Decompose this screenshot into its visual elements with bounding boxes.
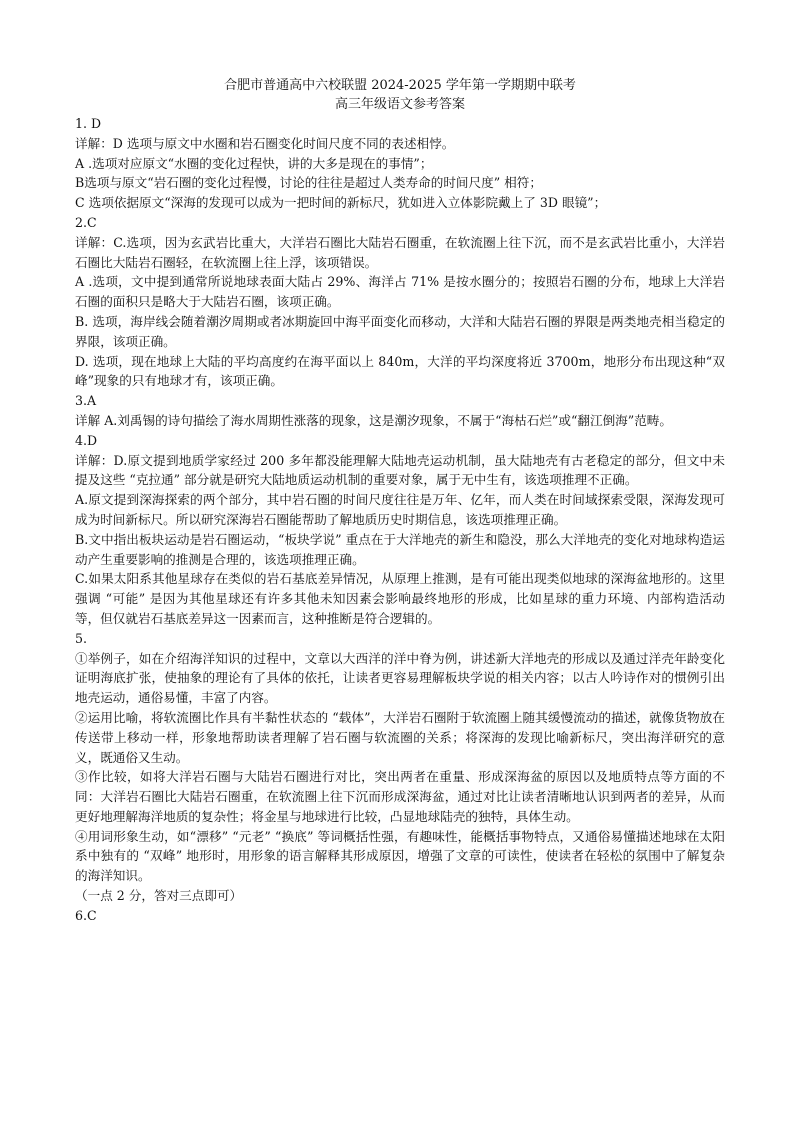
q1-label: 1. D [75,116,102,131]
q5-point-1: ①举例子，如在介绍海洋知识的过程中，文章以大西洋的洋中脊为例，讲述新大洋地壳的形成以及通过洋壳年龄变化证明海底扩张，使抽象的理论有了具体的依托，让读者更容易理解板块学说的相关内容；以古人吟诗作对的惯例引出地壳运动，通俗易懂，丰富了内容。 [75,650,725,706]
q1-option-c: C 选项依据原文“深海的发现可以成为一把时间的新标尺，犹如进入立体影院戴上了 3D 眼镜”； [75,195,607,211]
document-title: 合肥市普通高中六校联盟 2024-2025 学年第一学期期中联考 [224,78,576,93]
q1-option-a: A .选项对应原文“水圈的变化过程快，讲的大多是现在的事情”； [75,155,433,171]
q2-label: 2.C [75,214,97,230]
q3-label: 3.A [75,393,97,409]
q1-analysis: 详解：D 选项与原文中水圈和岩石圈变化时间尺度不同的表述相悖。 [75,135,455,151]
q5-point-3: ③作比较，如将大洋岩石圈与大陆岩石圈进行对比，突出两者在重量、形成深海盆的原因以及地质特点等方面的不同：大洋岩石圈比大陆岩石圈重，在软流圈上往下沉而形成深海盆，通过对比让读者清晰地认识到两者的差异，从而更好地理解海洋地质的复杂性；将金星与地球进行比较，凸显地球陆壳的独特，具体生动。 [75,769,725,824]
q4-label: 4.D [75,432,98,448]
q1-option-b: B选项与原文“岩石圈的变化过程慢，讨论的往往是超过人类寿命的时间尺度” 相符； [75,175,542,191]
q4-option-c: C.如果太阳系其他星球存在类似的岩石基底差异情况，从原理上推测，是有可能出现类似地球的深海盆地形的。这里强调 “可能” 是因为其他星球还有许多其他未知因素会影响最终地形的形成，比如星球的重力环境、内部构造活动等，但仅就岩石基底差异这一因素而言，这种推断是符合逻辑的。 [75,571,725,626]
document-subtitle: 高三年级语文参考答案 [334,97,465,112]
q2-option-d: D. 选项，现在地球上大陆的平均高度约在海平面以上 840m，大洋的平均深度将近 3700m，地形分布出现这种“双峰”现象的只有地球才有，该项正确。 [75,353,725,389]
q4-analysis: 详解：D.原文提到地质学家经过 200 多年都没能理解大陆地壳运动机制，虽大陆地壳有古老稳定的部分，但文中未提及这些 “克拉通” 部分就是研究大陆地质运动机制的重要对象，属于无中生有，该选项推理不正确。 [75,452,725,488]
answer-document [75,76,725,926]
q2-option-b: B. 选项，海岸线会随着潮汐周期或者冰期旋回中海平面变化而移动，大洋和大陆岩石圈的界限是两类地壳相当稳定的界限，该项正确。 [75,313,725,349]
q5-point-2: ②运用比喻，将软流圈比作具有半黏性状态的 “载体”，大洋岩石圈附于软流圈上随其缓慢流动的描述，就像货物放在传送带上移动一样，形象地帮助读者理解了岩石圈与软流圈的关系；将深海的发现比喻新标尺，突出海洋研究的意义，既通俗又生动。 [75,709,725,765]
q2-analysis: 详解：C.选项，因为玄武岩比重大，大洋岩石圈比大陆岩石圈重，在软流圈上往下沉，而不是玄武岩比重小，大洋岩石圈比大陆岩石圈轻，在软流圈上往上浮，该项错误。 [75,234,725,270]
q6-label: 6.C [75,907,97,923]
q2-option-a: A .选项，文中提到通常所说地球表面大陆占 29%、海洋占 71% 是按水圈分的；按照岩石圈的分布，地球上大洋岩石圈的面积只是略大于大陆岩石圈，该项正确。 [75,274,725,310]
q5-point-4: ④用词形象生动，如“漂移” “元老” “换底” 等词概括性强，有趣味性，能概括事物特点，又通俗易懂描述地球在太阳系中独有的 “双峰” 地形时，用形象的语言解释其形成原因，增强了文章的可读性，使读者在轻松的氛围中了解复杂的海洋知识。 [75,828,725,884]
q3-analysis: 详解 A.刘禹锡的诗句描绘了海水周期性涨落的现象，这是潮汐现象，不属于“海枯石烂”或“翻江倒海”范畴。 [75,412,672,428]
q5-scoring-note: （一点 2 分，答对三点即可） [75,888,243,904]
q4-option-a: A.原文提到深海探索的两个部分，其中岩石圈的时间尺度往往是万年、亿年，而人类在时间域探索受限，深海发现可成为时间新标尺。所以研究深海岩石圈能帮助了解地质历史时期信息，该选项推理正确。 [75,492,725,527]
q5-label: 5. [75,630,88,646]
q4-option-b: B.文中指出板块运动是岩石圈运动，“板块学说” 重点在于大洋地壳的新生和隐没，那么大洋地壳的变化对地球构造运动产生重要影响的推测是合理的，该选项推理正确。 [75,531,725,567]
